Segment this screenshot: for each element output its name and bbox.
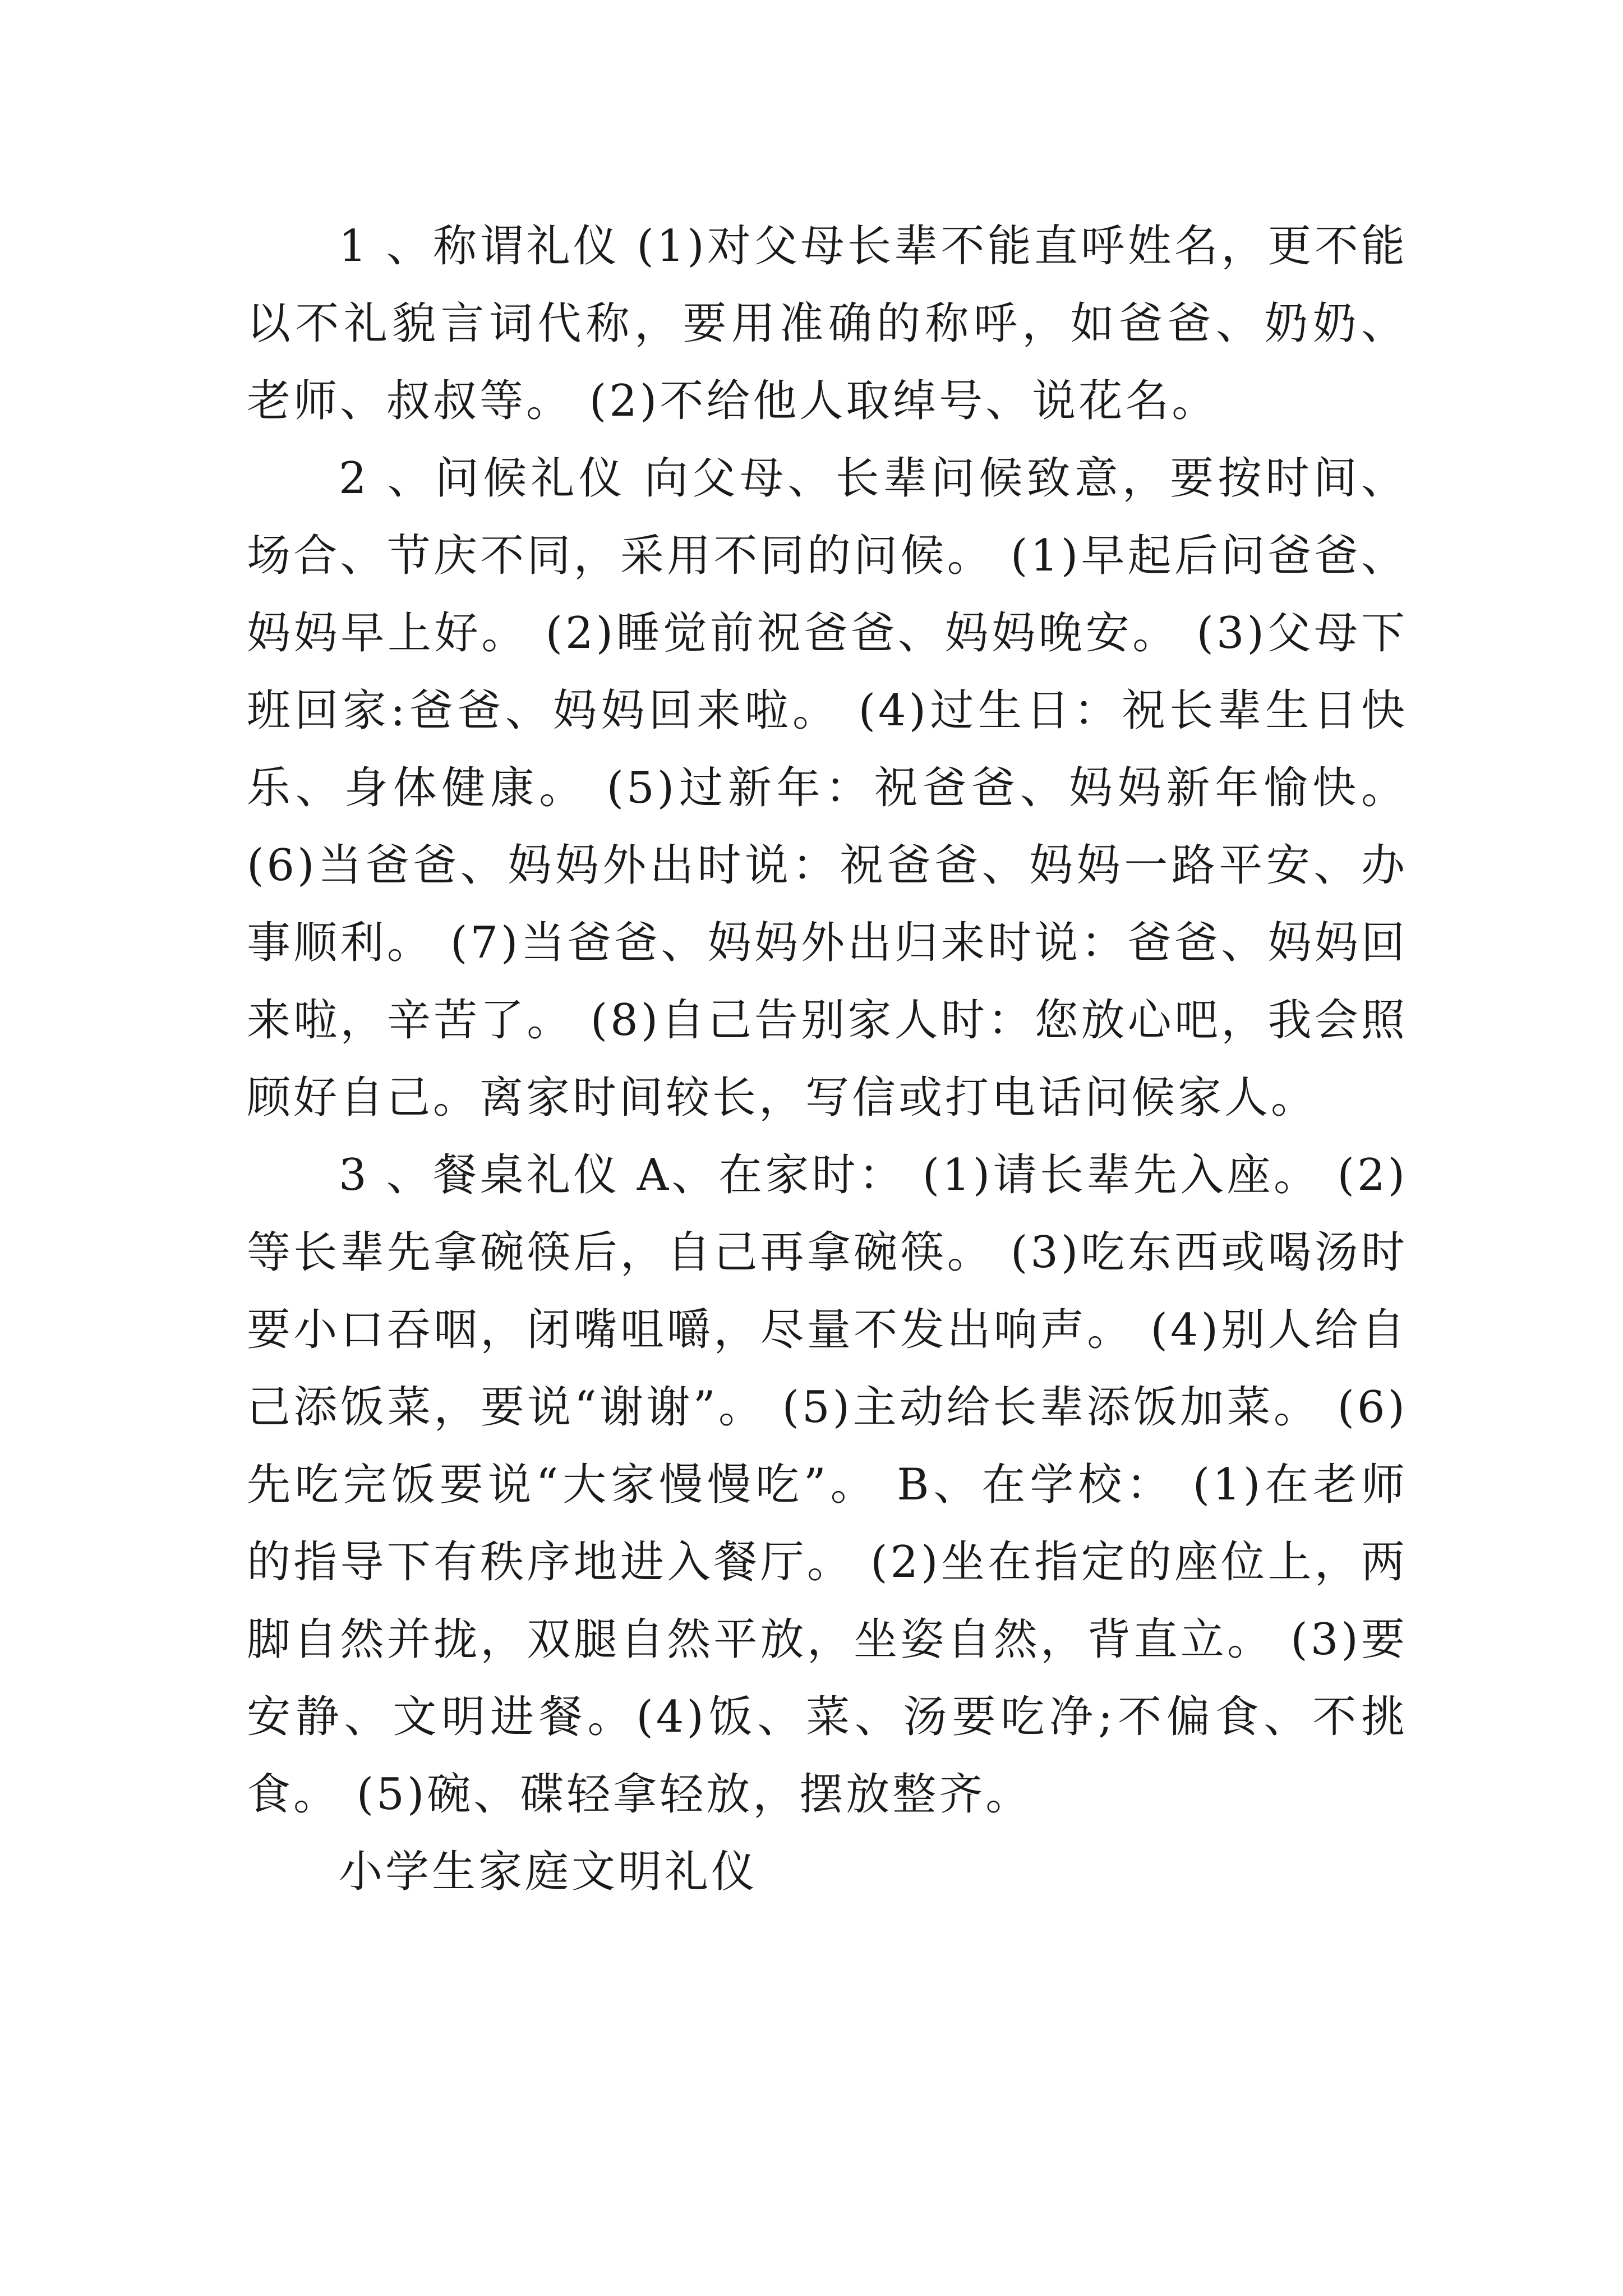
document-page [247,208,1408,1911]
paragraph-greeting-etiquette: 2 、问候礼仪 向父母、长辈问候致意，要按时间、场合、节庆不同，采用不同的问候。 (1)早起后问爸爸、妈妈早上好。 (2)睡觉前祝爸爸、妈妈晚安。 (3)父母下班回家:爸爸、妈妈回来啦。 (4)过生日：祝长辈生日快乐、身体健康。 (5)过新年：祝爸爸、妈妈新年愉快。 (6)当爸爸、妈妈外出时说：祝爸爸、妈妈一路平安、办事顺利。 (7)当爸爸、妈妈外出归来时说：爸爸、妈妈回来啦，辛苦了。 (8)自己告别家人时：您放心吧，我会照顾好自己。离家时间较长，写信或打电话问候家人。 [247,453,1408,1123]
document-title-line: 小学生家庭文明礼仪 [339,1847,758,1897]
paragraph-address-etiquette: 1 、称谓礼仪 (1)对父母长辈不能直呼姓名，更不能以不礼貌言词代称，要用准确的称呼，如爸爸、奶奶、老师、叔叔等。 (2)不给他人取绰号、说花名。 [247,221,1408,426]
paragraph-table-etiquette: 3 、餐桌礼仪 A、在家时： (1)请长辈先入座。 (2)等长辈先拿碗筷后，自己再拿碗筷。 (3)吃东西或喝汤时要小口吞咽，闭嘴咀嚼，尽量不发出响声。 (4)别人给自己添饭菜，要说“谢谢”。 (5)主动给长辈添饭加菜。 (6)先吃完饭要说“大家慢慢吃”。 B、在学校： (1)在老师的指导下有秩序地进入餐厅。 (2)坐在指定的座位上，两脚自然并拢，双腿自然平放，坐姿自然，背直立。 (3)要安静、文明进餐。(4)饭、菜、汤要吃净;不偏食、不挑食。 (5)碗、碟轻拿轻放，摆放整齐。 [247,1150,1408,1820]
